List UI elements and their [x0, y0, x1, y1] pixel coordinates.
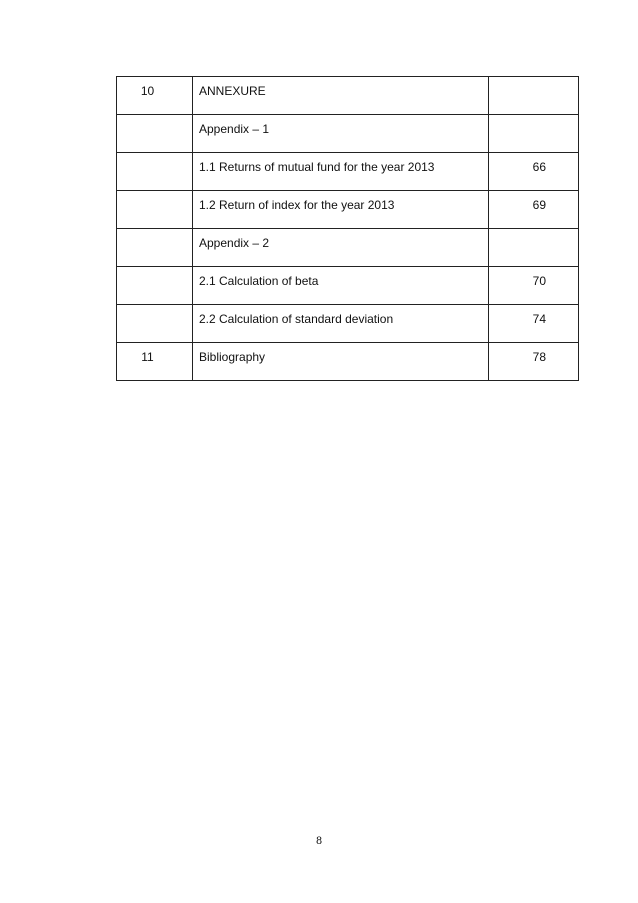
table-row — [117, 343, 579, 381]
table-row — [117, 77, 579, 115]
page-ref — [489, 229, 579, 267]
table-row — [117, 267, 579, 305]
table-row — [117, 115, 579, 153]
page-ref: 70 — [489, 267, 579, 305]
section-title: ANNEXURE — [193, 77, 489, 115]
page-ref — [489, 77, 579, 115]
table-row — [117, 153, 579, 191]
page-ref: 66 — [489, 153, 579, 191]
section-title: Appendix – 2 — [193, 229, 489, 267]
section-title: Appendix – 1 — [193, 115, 489, 153]
section-number — [117, 191, 193, 229]
section-title: 1.1 Returns of mutual fund for the year 2013 — [193, 153, 489, 191]
page-ref — [489, 115, 579, 153]
page-ref: 74 — [489, 305, 579, 343]
section-title: 2.2 Calculation of standard deviation — [193, 305, 489, 343]
section-number — [117, 305, 193, 343]
section-title: 1.2 Return of index for the year 2013 — [193, 191, 489, 229]
section-number — [117, 115, 193, 153]
section-number — [117, 153, 193, 191]
table-row — [117, 305, 579, 343]
section-title: Bibliography — [193, 343, 489, 381]
section-number — [117, 229, 193, 267]
section-number: 10 — [117, 77, 193, 115]
section-number — [117, 267, 193, 305]
page-ref: 69 — [489, 191, 579, 229]
section-number: 11 — [117, 343, 193, 381]
page-ref: 78 — [489, 343, 579, 381]
page-number: 8 — [315, 836, 323, 847]
table-of-contents — [116, 76, 579, 381]
section-title: 2.1 Calculation of beta — [193, 267, 489, 305]
table-row — [117, 229, 579, 267]
table-row — [117, 191, 579, 229]
